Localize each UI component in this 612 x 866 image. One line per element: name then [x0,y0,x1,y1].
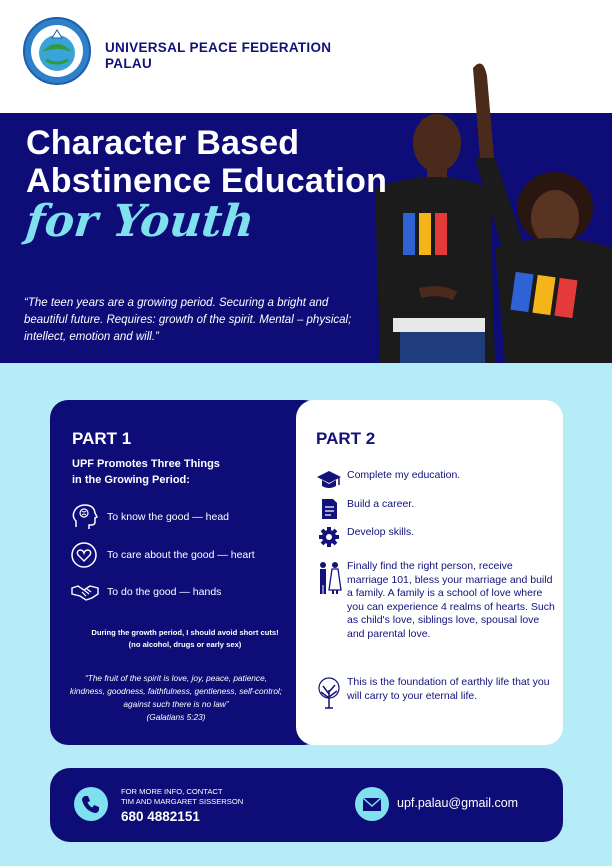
part2-item-text: Develop skills. [347,526,415,538]
graduation-cap-icon [316,469,342,491]
phone-icon [74,787,108,821]
part2-item-text: Complete my education. [347,469,461,481]
part1-item [70,541,300,569]
gear-icon [316,526,342,548]
part2-item [316,560,556,641]
page-title: Character Based Abstinence Education [26,124,388,200]
part2-title: PART 2 [316,429,376,448]
part1-subtitle: UPF Promotes Three Things in the Growing Period: [72,458,220,486]
part1-title: PART 1 [72,429,132,448]
part1-item [70,578,300,606]
heart-icon [70,541,100,569]
handshake-icon [70,578,100,606]
part1-item-text: To do the good — hands [107,586,222,598]
part2-item [316,469,460,491]
part2-item-text: Finally find the right person, receive marriage 101, bless your marriage and build a family. A family is a school of love where you can experience 4 realms of hearts. Such as child's love, siblings love, spousal love and parental love. [347,560,555,640]
part1-warning: During the growth period, I should avoid short cuts! (no alcohol, drugs or early sex) [91,628,279,649]
document-icon [316,498,342,520]
email-address[interactable]: upf.palau@gmail.com [397,796,519,810]
part2-item-text: This is the foundation of earthly life that you will carry to your eternal life. [347,676,550,702]
youth-photo [355,48,612,363]
phone-number[interactable]: 680 4882151 [121,809,200,824]
email-icon [355,787,389,821]
part2-item [316,498,414,520]
head-brain-icon [70,503,100,531]
couple-icon [316,560,342,596]
tree-icon [316,676,342,710]
hero-quote: “The teen years are a growing period. Securing a bright and beautiful future. Requires: growth of the spirit. Mental – physical; intellect, emotion and will.” [24,297,352,343]
organization-name: UNIVERSAL PEACE FEDERATION PALAU [105,40,332,71]
part1-item-text: To know the good — head [107,511,230,523]
upf-logo [22,16,92,86]
part1-item-text: To care about the good — heart [107,549,255,561]
part2-item [316,526,414,548]
title-script: for Youth [23,196,257,247]
part1-verse: “The fruit of the spirit is love, joy, peace, patience, kindness, goodness, faithfulness, gentleness, self-control; against such there is no law” (Galatians 5:23) [69,673,283,722]
part1-item [70,503,300,531]
part2-item-text: Build a career. [347,498,415,510]
contact-label: FOR MORE INFO, CONTACT TIM AND MARGARET SISSERSON [121,787,244,806]
part2-item [316,676,556,710]
